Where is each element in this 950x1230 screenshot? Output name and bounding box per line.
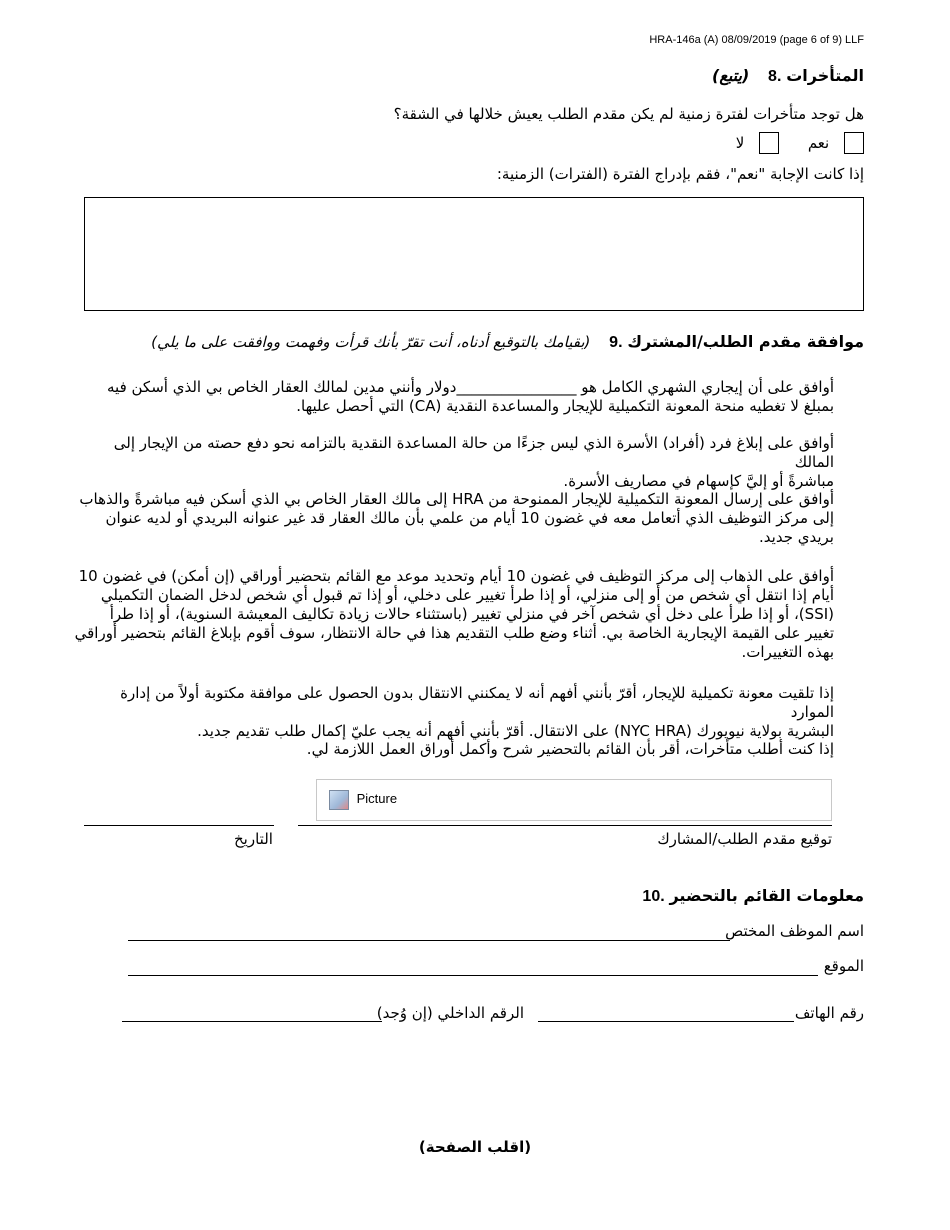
consent-paragraph-3 xyxy=(74,490,834,547)
location-label: الموقع xyxy=(823,957,864,975)
consent-p1-line1: أوافق على أن إيجاري الشهري الكامل هو ________________دولار وأنني مدين لمالك العقار الخاص بي الذي أسكن فيه xyxy=(107,378,834,396)
section-9-title: موافقة مقدم الطلب/المشترك xyxy=(627,332,864,351)
consent-p2-line1: أوافق على إبلاغ فرد (أفراد) الأسرة الذي ليس جزءًا من حالة المساعدة النقدية بالتزامه نحو دفع حصته من الإيجار إلى المالك xyxy=(113,434,834,471)
form-id: HRA-146a (A) 08/09/2019 (page 6 of 9) LLF xyxy=(649,34,864,46)
section-8-instruction: إذا كانت الإجابة "نعم"، فقم بإدراج الفترة (الفترات) الزمنية: xyxy=(496,165,864,183)
no-checkbox[interactable] xyxy=(759,132,779,154)
consent-paragraph-6: إذا كنت أطلب متأخرات، أقر بأن القائم بالتحضير شرح وأكمل أوراق العمل اللازمة لي. xyxy=(306,740,834,758)
yes-checkbox[interactable] xyxy=(844,132,864,154)
consent-paragraph-1 xyxy=(74,378,834,416)
section-8-number: .8 xyxy=(768,68,782,85)
picture-placeholder xyxy=(329,790,397,810)
yes-label: نعم xyxy=(807,133,830,152)
section-8-heading xyxy=(712,66,864,86)
picture-icon xyxy=(329,790,349,810)
section-8-title-suffix: (يتبع) xyxy=(712,66,750,85)
consent-p1-line2: بمبلغ لا تغطيه منحة المعونة التكميلية للإيجار والمساعدة النقدية (CA) التي أحصل عليها. xyxy=(296,397,834,415)
section-9-heading xyxy=(151,332,864,352)
consent-p4-line1: أوافق على الذهاب إلى مركز التوظيف في غضون 10 أيام وتحديد موعد مع القائم بتحضير أوراقي (إن أمكن) في غضون 10 xyxy=(78,567,834,585)
signature-picture[interactable] xyxy=(316,779,832,821)
date-label: التاريخ xyxy=(234,830,273,848)
worker-name-field[interactable] xyxy=(128,940,730,941)
consent-p5-line2: البشرية بولاية نيويورك (NYC HRA) على الانتقال. أقرّ بأنني أفهم أنه يجب عليّ إكمال طلب تقديم جديد. xyxy=(197,722,834,740)
extension-label: الرقم الداخلي (إن وُجد) xyxy=(376,1004,524,1022)
date-line xyxy=(84,825,274,826)
arrears-yes-no xyxy=(736,132,864,154)
signature-label: توقيع مقدم الطلب/المشارك xyxy=(657,830,832,848)
phone-field[interactable] xyxy=(538,1021,794,1022)
consent-p4-line4: تغيير على القيمة الإيجارية الخاصة بي. أثناء وضع طلب التقديم هذا في حالة الانتظار، سوف أقوم بإبلاغ القائم بتحضير أوراقي xyxy=(74,624,834,642)
phone-label: رقم الهاتف xyxy=(794,1004,864,1022)
section-10-number: .10 xyxy=(642,888,665,905)
section-10-heading xyxy=(632,886,864,906)
consent-p2-line2: مباشرةً أو إليَّ كإسهام في مصاريف الأسرة. xyxy=(563,472,834,490)
section-8-title: المتأخرات xyxy=(786,66,864,85)
picture-label: Picture xyxy=(356,791,398,807)
section-8-question: هل توجد متأخرات لفترة زمنية لم يكن مقدم الطلب يعيش خلالها في الشقة؟ xyxy=(393,105,864,123)
section-9-number: .9 xyxy=(609,334,623,351)
consent-p3-line3: بريدي جديد. xyxy=(759,528,834,546)
section-9-subtitle: (بقيامك بالتوقيع أدناه، أنت تقرّ بأنك قرأت وفهمت ووافقت على ما يلي) xyxy=(151,333,591,351)
worker-name-label: اسم الموظف المختص xyxy=(725,922,864,940)
consent-paragraph-5 xyxy=(74,684,834,741)
turn-page-note: (اقلب الصفحة) xyxy=(418,1138,532,1156)
section-10-title: معلومات القائم بالتحضير xyxy=(669,886,864,905)
consent-p4-line3: (SSI)، أو إذا طرأ على دخل أي شخص آخر في منزلي تغيير (باستثناء حالات زيادة تكاليف المعيشة السنوية)، أو إذا طرأ xyxy=(109,605,834,623)
extension-field[interactable] xyxy=(122,1021,382,1022)
consent-p3-line2: إلى مركز التوظيف الذي أتعامل معه في غضون 10 أيام من علمي بأن مالك العقار قد غير عنوانه البريدي أو لديه عنوان xyxy=(105,509,834,527)
consent-paragraph-4 xyxy=(74,567,834,662)
no-label: لا xyxy=(735,133,745,152)
location-field[interactable] xyxy=(128,975,818,976)
consent-p5-line1: إذا تلقيت معونة تكميلية للإيجار، أقرّ بأنني أفهم أنه لا يمكنني الانتقال بدون الحصول على موافقة مكتوبة أولاً من إدارة الموارد xyxy=(120,684,834,721)
consent-p4-line2: أيام إذا انتقل أي شخص من أو إلى منزلي، أو إذا طرأ تغيير على دخلي، أو إذا تم قبول أي شخص لدخل الضمان التكميلي xyxy=(100,586,834,604)
consent-p4-line5: بهذه التغييرات. xyxy=(741,643,834,661)
consent-paragraph-2 xyxy=(74,434,834,491)
arrears-periods-textarea[interactable] xyxy=(84,197,864,311)
consent-p3-line1: أوافق على إرسال المعونة التكميلية للإيجار الممنوحة من HRA إلى مالك العقار الخاص بي الذي أسكن فيه مباشرةً والذهاب xyxy=(79,490,834,508)
signature-line xyxy=(298,825,832,826)
